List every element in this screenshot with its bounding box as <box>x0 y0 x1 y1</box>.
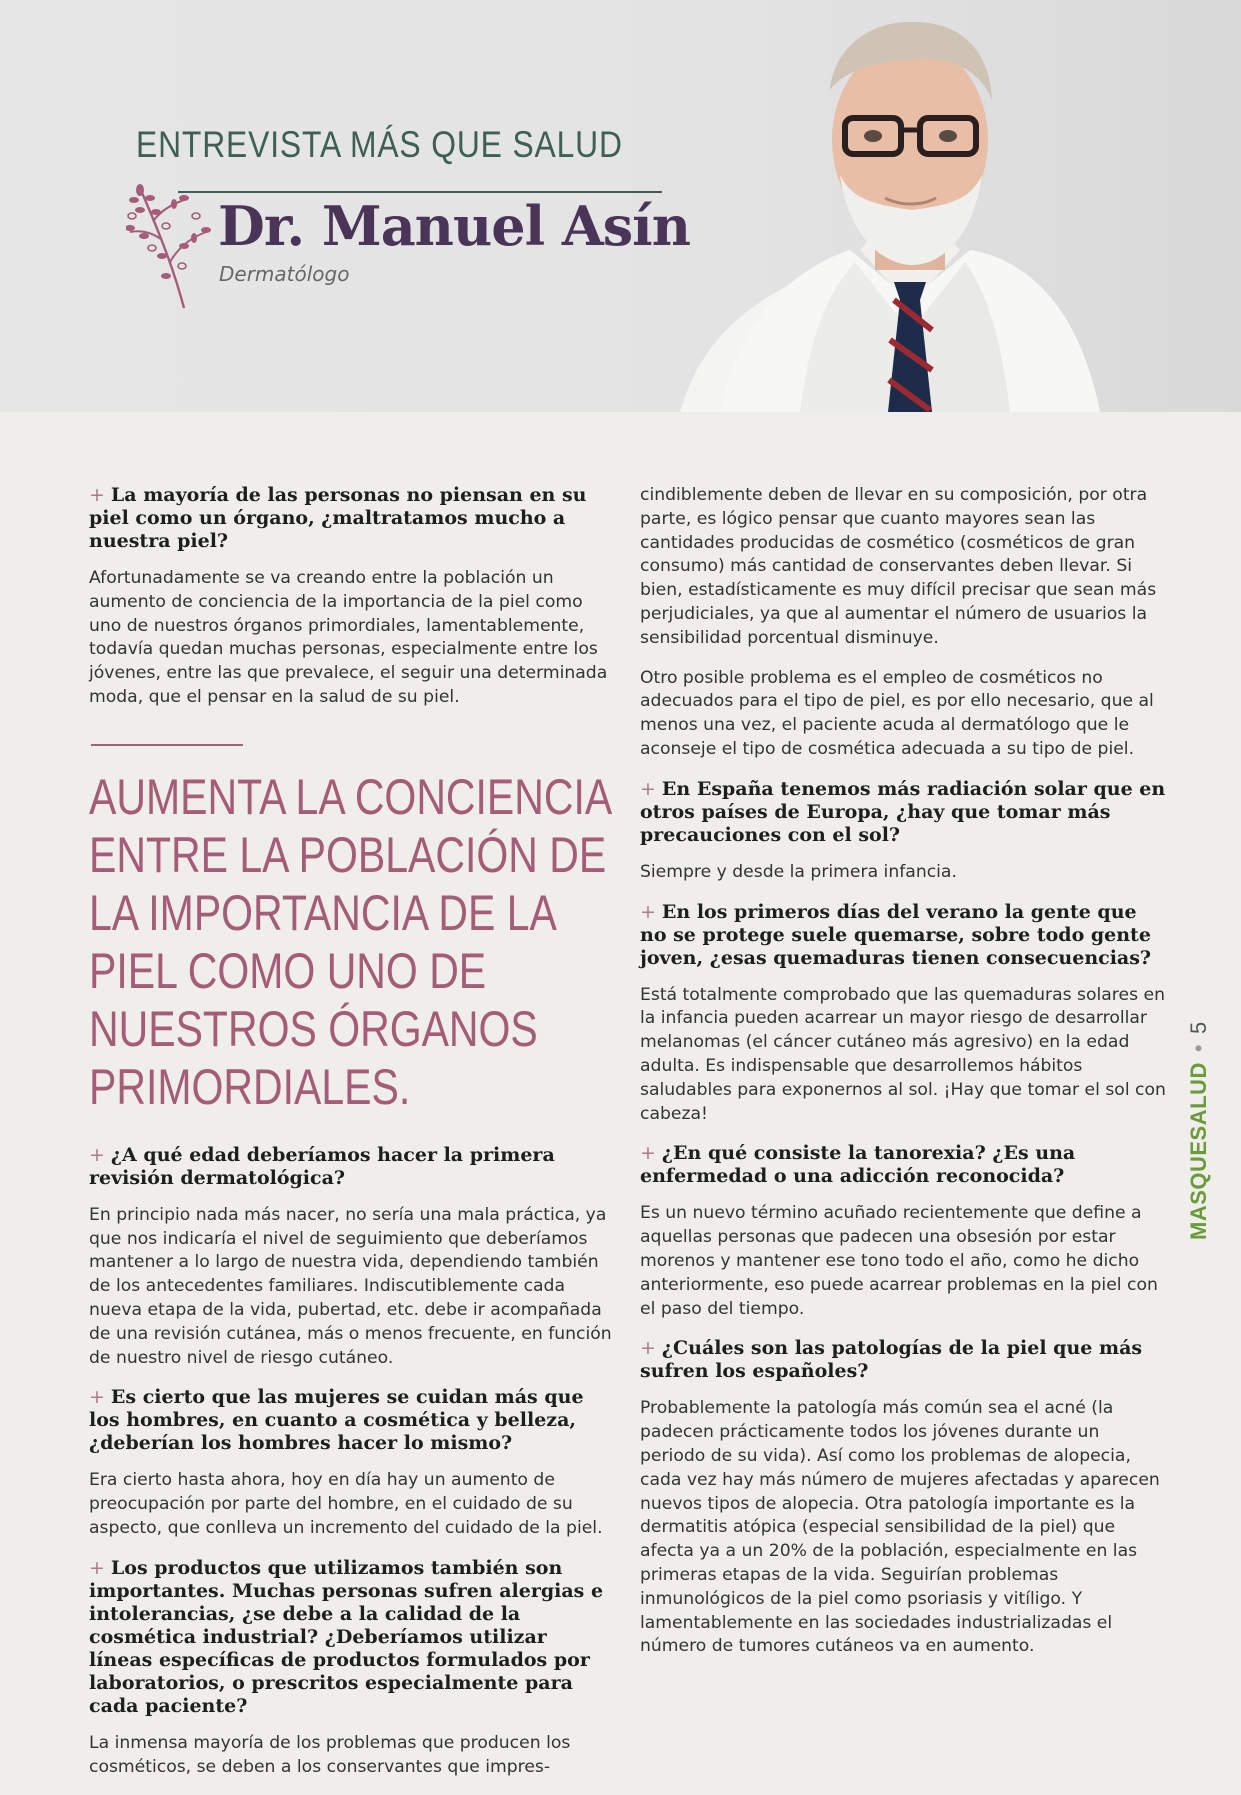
section-kicker: ENTREVISTA MÁS QUE SALUD <box>136 124 623 165</box>
question-4: + Los productos que utilizamos también son importantes. Muchas personas sufren alergias e intolerancias, ¿se debe a la calidad de la cosmética industrial? ¿Deberíamos utilizar líneas específicas de productos formulados por laboratorios, o prescritos especialmente para cada paciente? <box>89 1556 604 1717</box>
interviewee-role: Dermatólogo <box>219 262 350 286</box>
question-2: + ¿A qué edad deberíamos hacer la primera revisión dermatológica? <box>89 1143 555 1189</box>
plus-icon: + <box>89 484 105 506</box>
answer-4-second-paragraph: Otro posible problema es el empleo de cosméticos no adecuados para el tipo de piel, es por ello necesario, que al menos una vez, el paciente acuda al dermatólogo que le aconseje el tipo de cosmética adecuada a su tipo de piel. <box>640 667 1154 759</box>
folio-separator: • <box>1186 1043 1211 1053</box>
question-5: + En España tenemos más radiación solar que en otros países de Europa, ¿hay que tomar más precauciones con el sol? <box>640 777 1166 846</box>
plus-icon: + <box>89 1143 105 1166</box>
question-7: + ¿En qué consiste la tanorexia? ¿Es una enfermedad o una adicción reconocida? <box>640 1142 1076 1188</box>
kicker-rule <box>178 191 662 193</box>
plus-icon: + <box>640 900 656 923</box>
left-column <box>89 484 615 1795</box>
plus-icon: + <box>89 1556 105 1579</box>
question-6: + En los primeros días del verano la gente que no se protege suele quemarse, sobre todo gente joven, ¿esas quemaduras tienen consecuencias? <box>640 900 1152 969</box>
answer-3: Era cierto hasta ahora, hoy en día hay un aumento de preocupación por parte del hombre, en el cuidado de su aspecto, que conlleva un incremento del cuidado de la piel. <box>89 1470 603 1538</box>
answer-6: Está totalmente comprobado que las quemaduras solares en la infancia pueden acarrear un mayor riesgo de desarrollar melanomas (el cáncer cutáneo más agresivo) en la edad adulta. Es indispensable que desarrollemos hábitos saludables para exponernos al sol. ¡Hay que tomar el sol con cabeza! <box>640 984 1166 1124</box>
pull-quote: AUMENTA LA CONCIENCIA ENTRE LA POBLACIÓN DE LA IMPORTANCIA DE LA PIEL COMO UNO DE NUESTROS ÓRGANOS PRIMORDIALES. <box>89 768 610 1115</box>
answer-7: Es un nuevo término acuñado recientemente que define a aquellas personas que padecen una obsesión por estar morenos y mantener ese tono todo el año, como he dicho anteriormente, eso puede acarrear problemas en la piel con el paso del tiempo. <box>640 1203 1158 1319</box>
plus-icon: + <box>640 1142 656 1165</box>
plus-icon: + <box>640 1337 656 1360</box>
right-column <box>640 484 1166 1675</box>
sprig-icon <box>126 182 212 312</box>
question-1: + La mayoría de las personas no piensan en su piel como un órgano, ¿maltratamos mucho a nuestra piel? <box>89 484 587 552</box>
answer-4: La inmensa mayoría de los problemas que producen los cosméticos, se deben a los conservantes que impres- <box>89 1732 571 1777</box>
question-3: + Es cierto que las mujeres se cuidan más que los hombres, en cuanto a cosmética y belleza, ¿deberían los hombres hacer lo mismo? <box>89 1386 584 1455</box>
brand-name: MASQUESALUD <box>1186 1062 1211 1240</box>
header-banner <box>0 0 1241 412</box>
side-brand-folio <box>1186 1021 1211 1240</box>
interviewee-name: Dr. Manuel Asín <box>218 194 690 258</box>
plus-icon: + <box>89 1386 105 1409</box>
answer-1: Afortunadamente se va creando entre la población un aumento de conciencia de la importancia de la piel como uno de nuestros órganos primordiales, lamentablemente, todavía quedan muchas personas, especialmente entre los jóvenes, entre las que prevalece, el seguir una determinada moda, que el pensar en la salud de su piel. <box>89 568 608 707</box>
question-8: + ¿Cuáles son las patologías de la piel que más sufren los españoles? <box>640 1337 1143 1383</box>
answer-2: En principio nada más nacer, no sería una mala práctica, ya que nos indicaría el nivel de seguimiento que deberíamos mantener a lo largo de nuestra vida, dependiendo también de los antecedentes familiares. Indiscutiblemente cada nueva etapa de la vida, pubertad, etc. debe ir acompañada de una revisión cutánea, más o menos frecuente, en función de nuestro nivel de riesgo cutáneo. <box>89 1204 612 1368</box>
plus-icon: + <box>640 777 656 800</box>
answer-5: Siempre y desde la primera infancia. <box>640 861 957 882</box>
page-number: 5 <box>1186 1021 1211 1034</box>
pull-quote-rule <box>91 744 243 746</box>
doctor-portrait <box>680 0 1130 412</box>
answer-4-continued: cindiblemente deben de llevar en su composición, por otra parte, es lógico pensar que cuanto mayores sean las cantidades producidas de cosmético (cosméticos de gran consumo) más cantidad de conservantes deben llevar. Si bien, estadísticamente es muy difícil precisar que sean más perjudiciales, ya que al aumentar el número de usuarios la sensibilidad porcentual disminuye. <box>640 485 1157 648</box>
answer-8: Probablemente la patología más común sea el acné (la padecen prácticamente todos los jóvenes durante un periodo de su vida). Así como los problemas de alopecia, cada vez hay más número de mujeres afectadas y aparecen nuevos tipos de alopecia. Otra patología importante es la dermatitis atópica (especial sensibilidad de la piel) que afecta ya a un 20% de la población, especialmente en las primeras etapas de la vida. Seguirían problemas inmunológicos de la piel como psoriasis y vitíligo. Y lamentablemente en las sociedades industrializadas el número de tumores cutáneos va en aumento. <box>640 1398 1160 1657</box>
